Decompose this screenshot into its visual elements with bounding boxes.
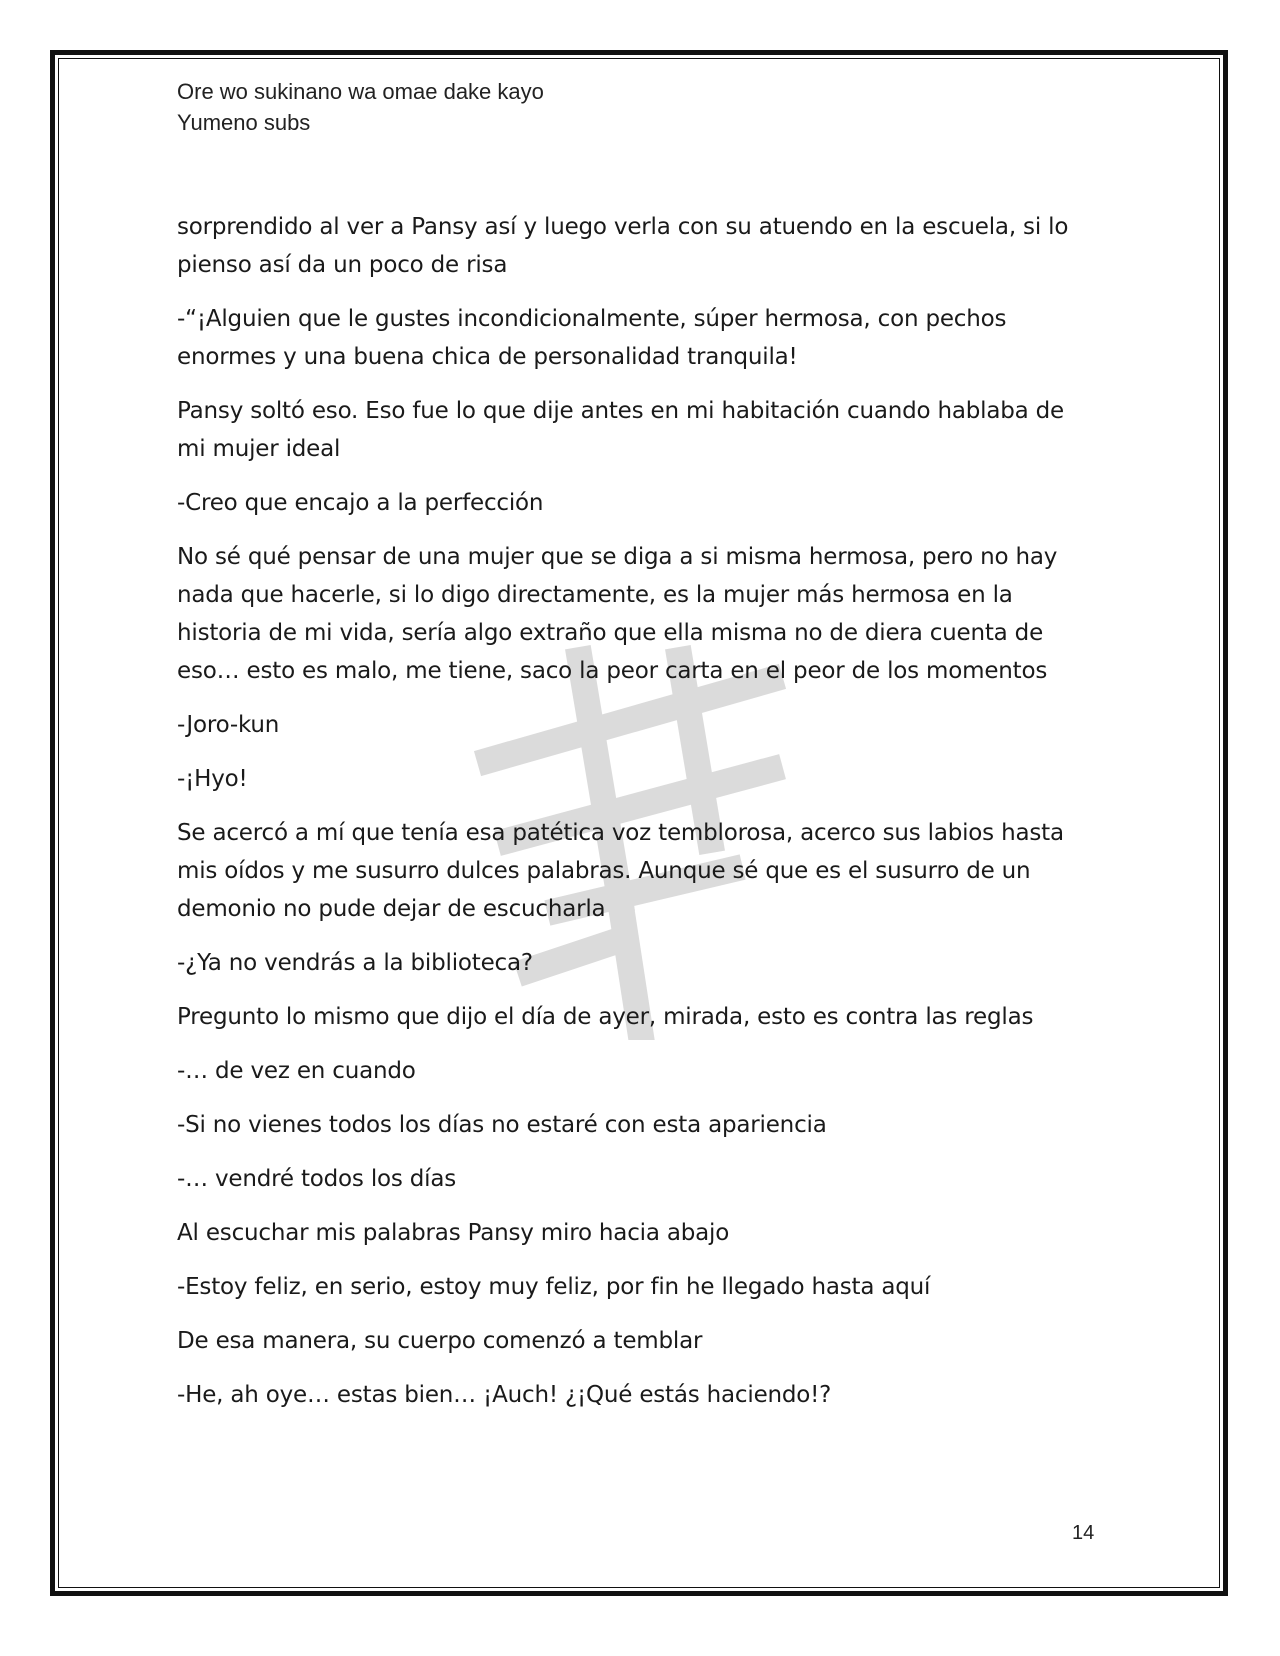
translator-credit: Yumeno subs (177, 110, 311, 135)
paragraph: De esa manera, su cuerpo comenzó a temblar (177, 1328, 703, 1354)
paragraph: Pansy soltó eso. Eso fue lo que dije antes en mi habitación cuando hablaba de mi mujer ideal (177, 398, 1065, 462)
paragraph: No sé qué pensar de una mujer que se diga a si misma hermosa, pero no hay nada que hacerle, si lo digo directamente, es la mujer más hermosa en la historia de mi vida, sería algo extraño que ella misma no de diera cuenta de eso… esto es malo, me tiene, saco la peor carta en el peor de los momentos (177, 544, 1058, 684)
paragraph: -… de vez en cuando (177, 1058, 416, 1084)
paragraph: -He, ah oye… estas bien… ¡Auch! ¿¡Qué estás haciendo!? (177, 1382, 832, 1408)
document-title: Ore wo sukinano wa omae dake kayo (177, 79, 544, 104)
paragraph: -Joro-kun (177, 712, 280, 738)
paragraph: -… vendré todos los días (177, 1166, 457, 1192)
page-number: 14 (1072, 1522, 1095, 1544)
paragraph: -Si no vienes todos los días no estaré con esta apariencia (177, 1112, 827, 1138)
paragraph: -“¡Alguien que le gustes incondicionalmente, súper hermosa, con pechos enormes y una buena chica de personalidad tranquila! (177, 306, 1007, 370)
paragraph: -¡Hyo! (177, 766, 248, 792)
document-header (177, 76, 544, 138)
paragraph: sorprendido al ver a Pansy así y luego verla con su atuendo en la escuela, si lo pienso así da un poco de risa (177, 214, 1069, 278)
document-body (177, 208, 1097, 1430)
paragraph: -¿Ya no vendrás a la biblioteca? (177, 950, 533, 976)
paragraph: Se acercó a mí que tenía esa patética voz temblorosa, acerco sus labios hasta mis oídos y me susurro dulces palabras. Aunque sé que es el susurro de un demonio no pude dejar de escucharla (177, 820, 1064, 922)
paragraph: -Estoy feliz, en serio, estoy muy feliz, por fin he llegado hasta aquí (177, 1274, 931, 1300)
paragraph: -Creo que encajo a la perfección (177, 490, 544, 516)
paragraph: Pregunto lo mismo que dijo el día de ayer, mirada, esto es contra las reglas (177, 1004, 1034, 1030)
paragraph: Al escuchar mis palabras Pansy miro hacia abajo (177, 1220, 730, 1246)
